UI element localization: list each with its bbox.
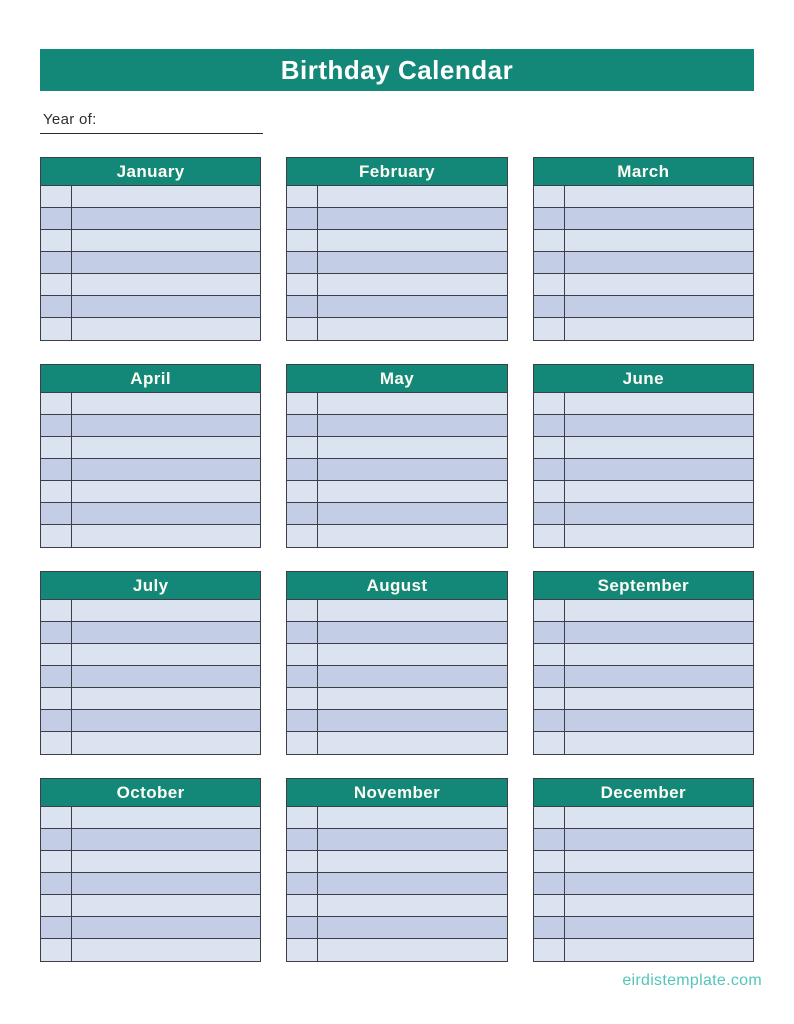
birthday-row <box>287 503 506 525</box>
name-cell[interactable] <box>318 917 506 938</box>
day-cell[interactable] <box>534 481 565 502</box>
name-cell[interactable] <box>72 208 260 229</box>
name-cell[interactable] <box>72 829 260 850</box>
name-cell[interactable] <box>565 186 753 207</box>
day-cell[interactable] <box>287 807 318 828</box>
birthday-row <box>287 666 506 688</box>
month-table-september <box>533 571 754 755</box>
name-cell[interactable] <box>72 622 260 643</box>
name-cell[interactable] <box>565 622 753 643</box>
birthday-row <box>534 415 753 437</box>
birthday-row <box>41 393 260 415</box>
birthday-row <box>41 895 260 917</box>
month-table-june <box>533 364 754 548</box>
day-cell[interactable] <box>534 252 565 273</box>
birthday-row <box>534 851 753 873</box>
month-header-january: January <box>41 158 260 186</box>
name-cell[interactable] <box>318 939 506 961</box>
name-cell[interactable] <box>318 252 506 273</box>
month-rows <box>287 600 506 754</box>
day-cell[interactable] <box>41 688 72 709</box>
birthday-row <box>287 415 506 437</box>
name-cell[interactable] <box>565 252 753 273</box>
day-cell[interactable] <box>534 318 565 340</box>
birthday-row <box>534 481 753 503</box>
day-cell[interactable] <box>287 437 318 458</box>
name-cell[interactable] <box>565 481 753 502</box>
name-cell[interactable] <box>318 895 506 916</box>
name-cell[interactable] <box>72 393 260 414</box>
day-cell[interactable] <box>534 939 565 961</box>
birthday-row <box>287 208 506 230</box>
month-rows <box>534 393 753 547</box>
day-cell[interactable] <box>534 807 565 828</box>
birthday-row <box>41 481 260 503</box>
name-cell[interactable] <box>318 208 506 229</box>
birthday-row <box>534 732 753 754</box>
name-cell[interactable] <box>565 807 753 828</box>
birthday-row <box>534 600 753 622</box>
day-cell[interactable] <box>41 851 72 872</box>
month-rows <box>287 393 506 547</box>
day-cell[interactable] <box>41 873 72 894</box>
name-cell[interactable] <box>318 296 506 317</box>
month-rows <box>41 186 260 340</box>
month-table-august <box>286 571 507 755</box>
birthday-row <box>287 622 506 644</box>
name-cell[interactable] <box>565 688 753 709</box>
day-cell[interactable] <box>287 459 318 480</box>
month-rows <box>41 600 260 754</box>
day-cell[interactable] <box>41 186 72 207</box>
month-header-december: December <box>534 779 753 807</box>
birthday-row <box>287 393 506 415</box>
name-cell[interactable] <box>318 873 506 894</box>
birthday-row <box>534 939 753 961</box>
day-cell[interactable] <box>41 732 72 754</box>
name-cell[interactable] <box>565 503 753 524</box>
month-rows <box>41 393 260 547</box>
day-cell[interactable] <box>287 829 318 850</box>
name-cell[interactable] <box>318 829 506 850</box>
birthday-row <box>534 503 753 525</box>
name-cell[interactable] <box>72 644 260 665</box>
day-cell[interactable] <box>534 230 565 251</box>
month-rows <box>41 807 260 961</box>
day-cell[interactable] <box>287 873 318 894</box>
day-cell[interactable] <box>287 666 318 687</box>
birthday-row <box>41 459 260 481</box>
day-cell[interactable] <box>534 732 565 754</box>
month-rows <box>287 807 506 961</box>
birthday-row <box>534 393 753 415</box>
day-cell[interactable] <box>287 481 318 502</box>
day-cell[interactable] <box>41 710 72 731</box>
birthday-row <box>534 296 753 318</box>
birthday-row <box>287 230 506 252</box>
day-cell[interactable] <box>41 459 72 480</box>
name-cell[interactable] <box>72 732 260 754</box>
day-cell[interactable] <box>287 688 318 709</box>
day-cell[interactable] <box>41 622 72 643</box>
day-cell[interactable] <box>41 481 72 502</box>
name-cell[interactable] <box>318 503 506 524</box>
birthday-row <box>534 688 753 710</box>
month-table-march <box>533 157 754 341</box>
name-cell[interactable] <box>72 437 260 458</box>
birthday-row <box>41 208 260 230</box>
name-cell[interactable] <box>72 274 260 295</box>
day-cell[interactable] <box>534 644 565 665</box>
day-cell[interactable] <box>41 917 72 938</box>
birthday-row <box>41 503 260 525</box>
day-cell[interactable] <box>534 600 565 621</box>
name-cell[interactable] <box>565 318 753 340</box>
name-cell[interactable] <box>565 525 753 547</box>
birthday-row <box>534 829 753 851</box>
birthday-row <box>287 873 506 895</box>
month-header-october: October <box>41 779 260 807</box>
name-cell[interactable] <box>565 829 753 850</box>
name-cell[interactable] <box>72 525 260 547</box>
day-cell[interactable] <box>287 644 318 665</box>
name-cell[interactable] <box>565 710 753 731</box>
birthday-row <box>287 525 506 547</box>
name-cell[interactable] <box>72 318 260 340</box>
day-cell[interactable] <box>534 710 565 731</box>
birthday-row <box>287 895 506 917</box>
name-cell[interactable] <box>72 296 260 317</box>
name-cell[interactable] <box>72 459 260 480</box>
birthday-row <box>287 917 506 939</box>
name-cell[interactable] <box>72 807 260 828</box>
name-cell[interactable] <box>318 666 506 687</box>
name-cell[interactable] <box>318 732 506 754</box>
month-rows <box>534 600 753 754</box>
name-cell[interactable] <box>318 274 506 295</box>
birthday-row <box>287 851 506 873</box>
day-cell[interactable] <box>287 895 318 916</box>
day-cell[interactable] <box>287 230 318 251</box>
day-cell[interactable] <box>534 437 565 458</box>
name-cell[interactable] <box>318 851 506 872</box>
name-cell[interactable] <box>565 230 753 251</box>
day-cell[interactable] <box>287 600 318 621</box>
name-cell[interactable] <box>318 688 506 709</box>
name-cell[interactable] <box>565 415 753 436</box>
day-cell[interactable] <box>41 829 72 850</box>
birthday-row <box>534 873 753 895</box>
months-grid <box>40 157 754 962</box>
day-cell[interactable] <box>534 208 565 229</box>
birthday-row <box>41 600 260 622</box>
name-cell[interactable] <box>72 186 260 207</box>
day-cell[interactable] <box>534 459 565 480</box>
birthday-row <box>534 710 753 732</box>
day-cell[interactable] <box>287 851 318 872</box>
birthday-row <box>534 895 753 917</box>
year-label: Year of: <box>43 111 97 128</box>
birthday-row <box>41 829 260 851</box>
birthday-row <box>534 186 753 208</box>
month-header-march: March <box>534 158 753 186</box>
birthday-row <box>41 851 260 873</box>
birthday-row <box>41 318 260 340</box>
birthday-row <box>534 230 753 252</box>
day-cell[interactable] <box>534 415 565 436</box>
day-cell[interactable] <box>534 186 565 207</box>
day-cell[interactable] <box>41 525 72 547</box>
day-cell[interactable] <box>534 296 565 317</box>
birthday-row <box>41 710 260 732</box>
name-cell[interactable] <box>318 710 506 731</box>
name-cell[interactable] <box>565 459 753 480</box>
month-rows <box>534 186 753 340</box>
birthday-row <box>41 415 260 437</box>
day-cell[interactable] <box>287 274 318 295</box>
day-cell[interactable] <box>41 230 72 251</box>
month-table-april <box>40 364 261 548</box>
day-cell[interactable] <box>41 318 72 340</box>
month-table-december <box>533 778 754 962</box>
birthday-row <box>534 274 753 296</box>
name-cell[interactable] <box>318 644 506 665</box>
birthday-row <box>41 296 260 318</box>
birthday-row <box>287 600 506 622</box>
name-cell[interactable] <box>318 437 506 458</box>
birthday-row <box>534 917 753 939</box>
day-cell[interactable] <box>41 252 72 273</box>
day-cell[interactable] <box>287 732 318 754</box>
name-cell[interactable] <box>318 318 506 340</box>
birthday-row <box>41 939 260 961</box>
name-cell[interactable] <box>318 459 506 480</box>
name-cell[interactable] <box>72 710 260 731</box>
month-header-february: February <box>287 158 506 186</box>
birthday-row <box>534 437 753 459</box>
birthday-row <box>41 688 260 710</box>
name-cell[interactable] <box>318 525 506 547</box>
name-cell[interactable] <box>318 393 506 414</box>
day-cell[interactable] <box>41 939 72 961</box>
day-cell[interactable] <box>287 393 318 414</box>
day-cell[interactable] <box>534 873 565 894</box>
title-bar <box>40 49 754 91</box>
day-cell[interactable] <box>287 296 318 317</box>
name-cell[interactable] <box>565 437 753 458</box>
day-cell[interactable] <box>287 318 318 340</box>
birthday-row <box>534 318 753 340</box>
birthday-row <box>287 807 506 829</box>
name-cell[interactable] <box>318 186 506 207</box>
footer-watermark: eirdistemplate.com <box>622 972 762 989</box>
day-cell[interactable] <box>287 186 318 207</box>
day-cell[interactable] <box>41 208 72 229</box>
day-cell[interactable] <box>287 503 318 524</box>
name-cell[interactable] <box>565 666 753 687</box>
birthday-row <box>534 644 753 666</box>
day-cell[interactable] <box>41 415 72 436</box>
name-cell[interactable] <box>318 600 506 621</box>
birthday-row <box>534 208 753 230</box>
birthday-row <box>534 666 753 688</box>
day-cell[interactable] <box>534 666 565 687</box>
month-header-july: July <box>41 572 260 600</box>
birthday-row <box>287 829 506 851</box>
name-cell[interactable] <box>72 917 260 938</box>
birthday-row <box>41 666 260 688</box>
name-cell[interactable] <box>565 895 753 916</box>
day-cell[interactable] <box>534 688 565 709</box>
day-cell[interactable] <box>41 393 72 414</box>
day-cell[interactable] <box>287 252 318 273</box>
birthday-row <box>534 252 753 274</box>
day-cell[interactable] <box>41 296 72 317</box>
name-cell[interactable] <box>72 851 260 872</box>
birthday-row <box>41 807 260 829</box>
name-cell[interactable] <box>72 939 260 961</box>
name-cell[interactable] <box>565 274 753 295</box>
day-cell[interactable] <box>41 274 72 295</box>
birthday-row <box>287 481 506 503</box>
birthday-row <box>287 274 506 296</box>
month-header-june: June <box>534 365 753 393</box>
birthday-row <box>287 939 506 961</box>
month-header-november: November <box>287 779 506 807</box>
name-cell[interactable] <box>318 481 506 502</box>
name-cell[interactable] <box>565 732 753 754</box>
day-cell[interactable] <box>534 622 565 643</box>
name-cell[interactable] <box>565 600 753 621</box>
name-cell[interactable] <box>565 393 753 414</box>
day-cell[interactable] <box>534 503 565 524</box>
month-table-february <box>286 157 507 341</box>
day-cell[interactable] <box>287 525 318 547</box>
name-cell[interactable] <box>565 917 753 938</box>
birthday-row <box>287 688 506 710</box>
name-cell[interactable] <box>72 600 260 621</box>
day-cell[interactable] <box>287 917 318 938</box>
name-cell[interactable] <box>72 666 260 687</box>
birthday-row <box>287 644 506 666</box>
day-cell[interactable] <box>41 895 72 916</box>
birthday-row <box>534 622 753 644</box>
day-cell[interactable] <box>534 274 565 295</box>
birthday-row <box>287 296 506 318</box>
month-header-april: April <box>41 365 260 393</box>
day-cell[interactable] <box>534 917 565 938</box>
day-cell[interactable] <box>287 622 318 643</box>
day-cell[interactable] <box>41 503 72 524</box>
birthday-row <box>287 459 506 481</box>
birthday-row <box>41 644 260 666</box>
birthday-row <box>287 252 506 274</box>
day-cell[interactable] <box>534 851 565 872</box>
name-cell[interactable] <box>565 296 753 317</box>
month-table-november <box>286 778 507 962</box>
day-cell[interactable] <box>41 437 72 458</box>
name-cell[interactable] <box>565 644 753 665</box>
birthday-row <box>534 525 753 547</box>
birthday-row <box>41 525 260 547</box>
day-cell[interactable] <box>287 939 318 961</box>
birthday-row <box>287 710 506 732</box>
day-cell[interactable] <box>41 644 72 665</box>
birthday-row <box>287 732 506 754</box>
name-cell[interactable] <box>72 481 260 502</box>
birthday-row <box>41 732 260 754</box>
day-cell[interactable] <box>534 895 565 916</box>
day-cell[interactable] <box>287 415 318 436</box>
day-cell[interactable] <box>534 393 565 414</box>
name-cell[interactable] <box>72 503 260 524</box>
name-cell[interactable] <box>72 252 260 273</box>
month-rows <box>534 807 753 961</box>
name-cell[interactable] <box>72 895 260 916</box>
name-cell[interactable] <box>318 415 506 436</box>
birthday-row <box>41 274 260 296</box>
month-table-may <box>286 364 507 548</box>
day-cell[interactable] <box>287 208 318 229</box>
month-header-may: May <box>287 365 506 393</box>
name-cell[interactable] <box>318 622 506 643</box>
name-cell[interactable] <box>72 873 260 894</box>
birthday-row <box>41 437 260 459</box>
birthday-row <box>41 917 260 939</box>
month-header-august: August <box>287 572 506 600</box>
name-cell[interactable] <box>318 230 506 251</box>
year-field <box>40 109 263 134</box>
name-cell[interactable] <box>72 415 260 436</box>
day-cell[interactable] <box>41 666 72 687</box>
month-table-october <box>40 778 261 962</box>
birthday-row <box>287 318 506 340</box>
page-title: Birthday Calendar <box>280 54 514 85</box>
name-cell[interactable] <box>565 208 753 229</box>
birthday-row <box>41 252 260 274</box>
birthday-row <box>534 807 753 829</box>
name-cell[interactable] <box>565 873 753 894</box>
month-table-july <box>40 571 261 755</box>
birthday-row <box>41 230 260 252</box>
month-table-january <box>40 157 261 341</box>
birthday-row <box>287 437 506 459</box>
month-rows <box>287 186 506 340</box>
day-cell[interactable] <box>534 829 565 850</box>
birthday-row <box>534 459 753 481</box>
day-cell[interactable] <box>41 600 72 621</box>
name-cell[interactable] <box>318 807 506 828</box>
day-cell[interactable] <box>287 710 318 731</box>
birthday-row <box>41 186 260 208</box>
name-cell[interactable] <box>565 851 753 872</box>
month-header-september: September <box>534 572 753 600</box>
day-cell[interactable] <box>41 807 72 828</box>
birthday-row <box>41 622 260 644</box>
birthday-row <box>41 873 260 895</box>
footer <box>622 972 762 990</box>
birthday-row <box>287 186 506 208</box>
name-cell[interactable] <box>72 688 260 709</box>
day-cell[interactable] <box>534 525 565 547</box>
name-cell[interactable] <box>72 230 260 251</box>
name-cell[interactable] <box>565 939 753 961</box>
